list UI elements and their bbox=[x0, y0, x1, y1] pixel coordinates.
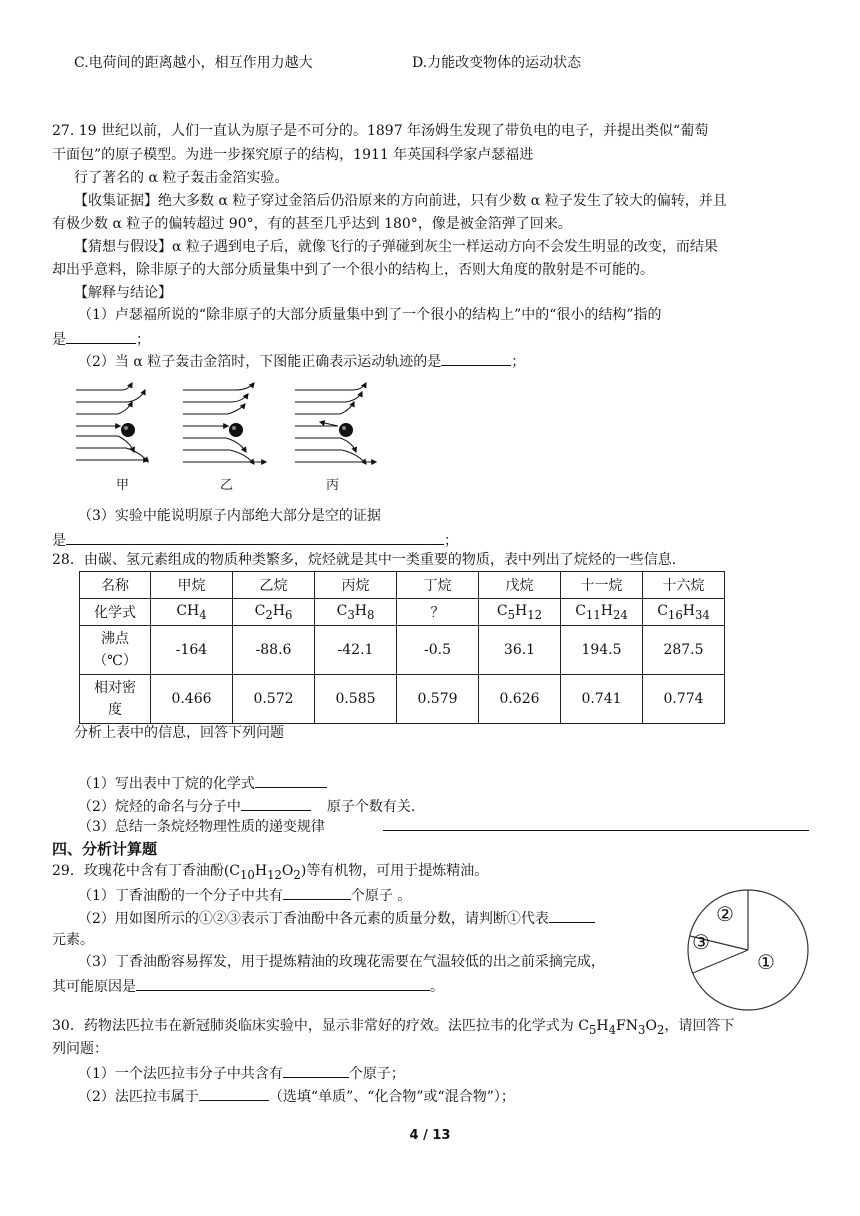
q29-sub2-text: （2）用如图所示的①②③表示丁香油酚中各元素的质量分数，请判断①代表 bbox=[78, 911, 549, 927]
q29-sub3-line2 bbox=[52, 975, 444, 997]
table-cell: 0.774 bbox=[643, 675, 725, 724]
q27-sub1-prefix: 是 bbox=[52, 332, 66, 348]
row-header-boiling: 沸点（℃） bbox=[80, 626, 151, 675]
q30-sub2-answer-blank[interactable] bbox=[199, 1085, 269, 1101]
q29-sub1-answer-blank[interactable] bbox=[283, 884, 351, 900]
q30-intro-line1: 30．药物法匹拉韦在新冠肺炎临床实验中，显示非常好的疗效。法匹拉韦的化学式为 $C_5H_4FN_3O_2$，请回答下 bbox=[52, 1018, 735, 1037]
table-cell: -164 bbox=[151, 626, 233, 675]
q29-sub1-end: 个原子 。 bbox=[350, 888, 412, 904]
q28-sub2-text: （2）烷烃的命名与分子中 bbox=[78, 799, 241, 815]
q27-sub3-line1: （3）实验中能说明原子内部绝大部分是空的证据 bbox=[78, 508, 381, 524]
q28-sub2-answer-blank[interactable] bbox=[241, 795, 311, 811]
q27-sub2-end: ； bbox=[511, 354, 526, 370]
alpha-trajectory-diagrams bbox=[70, 380, 390, 470]
diagram-label-jia: 甲 bbox=[116, 478, 130, 493]
q29-sub3-end: 。 bbox=[430, 979, 444, 995]
option-c: C.电荷间的距离越小，相互作用力越大 bbox=[74, 55, 313, 71]
q30-sub2 bbox=[78, 1085, 515, 1107]
q27-intro-line3: 行了著名的 α 粒子轰击金箔实验。 bbox=[74, 170, 289, 186]
diagram-yi bbox=[183, 383, 266, 464]
q28-sub1-answer-blank[interactable] bbox=[255, 772, 327, 788]
table-cell: 乙烷 bbox=[233, 572, 315, 599]
q27-sub1-line2 bbox=[52, 328, 150, 350]
q27-evidence-line2: 有极少数 α 粒子的偏转超过 90°，有的甚至几乎达到 180°，像是被金箔弹了回来。 bbox=[52, 216, 572, 232]
table-cell: -0.5 bbox=[397, 626, 479, 675]
q27-conclusion-heading: 【解释与结论】 bbox=[74, 285, 172, 301]
q27-intro-line2: 干面包”的原子模型。为进一步探究原子的结构，1911 年英国科学家卢瑟福进 bbox=[52, 147, 534, 163]
table-row bbox=[80, 572, 725, 599]
q27-sub3-answer-blank[interactable] bbox=[66, 529, 444, 545]
q28-sub3: （3）总结一条烷烃物理性质的递变规律 bbox=[78, 819, 325, 835]
diagram-label-bing: 丙 bbox=[326, 478, 340, 493]
q28-sub1 bbox=[78, 772, 327, 794]
q28-sub1-text: （1）写出表中丁烷的化学式 bbox=[78, 776, 255, 792]
q27-intro-line1: 27. 19 世纪以前，人们一直认为原子是不可分的。1897 年汤姆生发现了带负电的电子，并提出类似“葡萄 bbox=[52, 123, 709, 139]
table-cell: 丁烷 bbox=[397, 572, 479, 599]
pie-label-3: ③ bbox=[692, 930, 710, 954]
table-cell: 0.572 bbox=[233, 675, 315, 724]
table-cell: 十六烷 bbox=[643, 572, 725, 599]
q29-sub2-line2: 元素。 bbox=[52, 932, 94, 948]
q29-sub3-prefix: 其可能原因是 bbox=[52, 979, 136, 995]
q29-sub3-answer-blank[interactable] bbox=[136, 975, 430, 991]
table-cell: -42.1 bbox=[315, 626, 397, 675]
q30-intro-line2: 列问题： bbox=[52, 1041, 108, 1057]
formula-cell: $C_5H_{12}$ bbox=[479, 599, 561, 626]
q28-analyze: 分析上表中的信息，回答下列问题 bbox=[74, 725, 284, 741]
q27-sub2-answer-blank[interactable] bbox=[441, 350, 511, 366]
q28-intro: 28．由碳、氢元素组成的物质种类繁多，烷烃就是其中一类重要的物质，表中列出了烷烃的一些信息． bbox=[52, 552, 686, 568]
q30-sub1-answer-blank[interactable] bbox=[283, 1062, 349, 1078]
q27-sub1-end: ； bbox=[136, 332, 150, 348]
row-header-density: 相对密度 bbox=[80, 675, 151, 724]
q27-sub3-prefix: 是 bbox=[52, 533, 66, 549]
row-header-formula: 化学式 bbox=[80, 599, 151, 626]
q29-sub1-text: （1）丁香油酚的一个分子中共有 bbox=[78, 888, 283, 904]
table-cell: 甲烷 bbox=[151, 572, 233, 599]
q27-hypothesis-line2: 却出乎意料，除非原子的大部分质量集中到了一个很小的结构上，否则大角度的散射是不可能的。 bbox=[52, 262, 654, 278]
q30-sub2-end: （选填“单质”、“化合物”或“混合物”）； bbox=[268, 1089, 515, 1105]
q27-sub1-answer-blank[interactable] bbox=[66, 328, 136, 344]
q30-sub1 bbox=[78, 1062, 405, 1084]
table-cell: 戊烷 bbox=[479, 572, 561, 599]
q27-sub2-text: （2）当 α 粒子轰击金箔时，下图能正确表示运动轨迹的是 bbox=[78, 354, 442, 370]
table-cell: 丙烷 bbox=[315, 572, 397, 599]
diagram-label-yi: 乙 bbox=[220, 478, 234, 493]
q28-sub2 bbox=[78, 795, 415, 817]
section-heading: 四、分析计算题 bbox=[52, 840, 158, 858]
q30-sub1-text: （1）一个法匹拉韦分子中共含有 bbox=[78, 1066, 283, 1082]
formula-cell: $C_{11}H_{24}$ bbox=[561, 599, 643, 626]
q27-evidence-line1: 【收集证据】绝大多数 α 粒子穿过金箔后仍沿原来的方向前进，只有少数 α 粒子发生了较大的偏转，并且 bbox=[74, 193, 727, 209]
table-cell: 0.741 bbox=[561, 675, 643, 724]
formula-cell: $C_3H_8$ bbox=[315, 599, 397, 626]
formula-cell: ？ bbox=[397, 599, 479, 626]
alkane-table bbox=[79, 571, 725, 724]
table-cell: 194.5 bbox=[561, 626, 643, 675]
table-cell: 0.466 bbox=[151, 675, 233, 724]
q27-sub3-end: ； bbox=[444, 533, 458, 549]
formula-cell: $CH_4$ bbox=[151, 599, 233, 626]
q28-sub3-answer-blank[interactable] bbox=[383, 815, 809, 831]
option-d: D.力能改变物体的运动状态 bbox=[412, 55, 582, 71]
table-cell: 287.5 bbox=[643, 626, 725, 675]
q27-sub2 bbox=[78, 350, 525, 372]
page-number: 4 / 13 bbox=[409, 1128, 451, 1143]
table-cell: 0.579 bbox=[397, 675, 479, 724]
q27-sub1-line1: （1）卢瑟福所说的“除非原子的大部分质量集中到了一个很小的结构上”中的“很小的结构”指的 bbox=[78, 307, 662, 323]
q29-sub1 bbox=[78, 884, 411, 906]
table-cell: 0.626 bbox=[479, 675, 561, 724]
pie-label-2: ② bbox=[716, 902, 734, 926]
table-row bbox=[80, 599, 725, 626]
q29-sub2-answer-blank[interactable] bbox=[549, 907, 595, 923]
pie-label-1: ① bbox=[757, 950, 775, 974]
table-row bbox=[80, 626, 725, 675]
q27-sub3-line2 bbox=[52, 529, 458, 551]
table-cell: 十一烷 bbox=[561, 572, 643, 599]
diagram-bing bbox=[295, 383, 376, 464]
table-cell: -88.6 bbox=[233, 626, 315, 675]
diagram-jia bbox=[76, 383, 148, 462]
row-header-name: 名称 bbox=[80, 572, 151, 599]
q27-hypothesis-line1: 【猜想与假设】α 粒子遇到电子后，就像飞行的子弹碰到灰尘一样运动方向不会发生明显的改变，而结果 bbox=[74, 239, 718, 255]
formula-cell: $C_{16}H_{34}$ bbox=[643, 599, 725, 626]
table-cell: 36.1 bbox=[479, 626, 561, 675]
q29-intro: 29．玫瑰花中含有丁香油酚$(C_{10}H_{12}O_2)$等有机物，可用于提炼精油。 bbox=[52, 863, 489, 882]
formula-cell: $C_2H_6$ bbox=[233, 599, 315, 626]
q29-sub3-line1: （3）丁香油酚容易挥发，用于提炼精油的玫瑰花需要在气温较低的出之前采摘完成， bbox=[78, 954, 605, 970]
q29-sub2 bbox=[78, 907, 595, 929]
q28-sub2-end: 原子个数有关. bbox=[326, 799, 416, 815]
q30-sub1-end: 个原子； bbox=[348, 1066, 405, 1082]
table-row bbox=[80, 675, 725, 724]
q30-sub2-text: （2）法匹拉韦属于 bbox=[78, 1089, 199, 1105]
table-cell: 0.585 bbox=[315, 675, 397, 724]
